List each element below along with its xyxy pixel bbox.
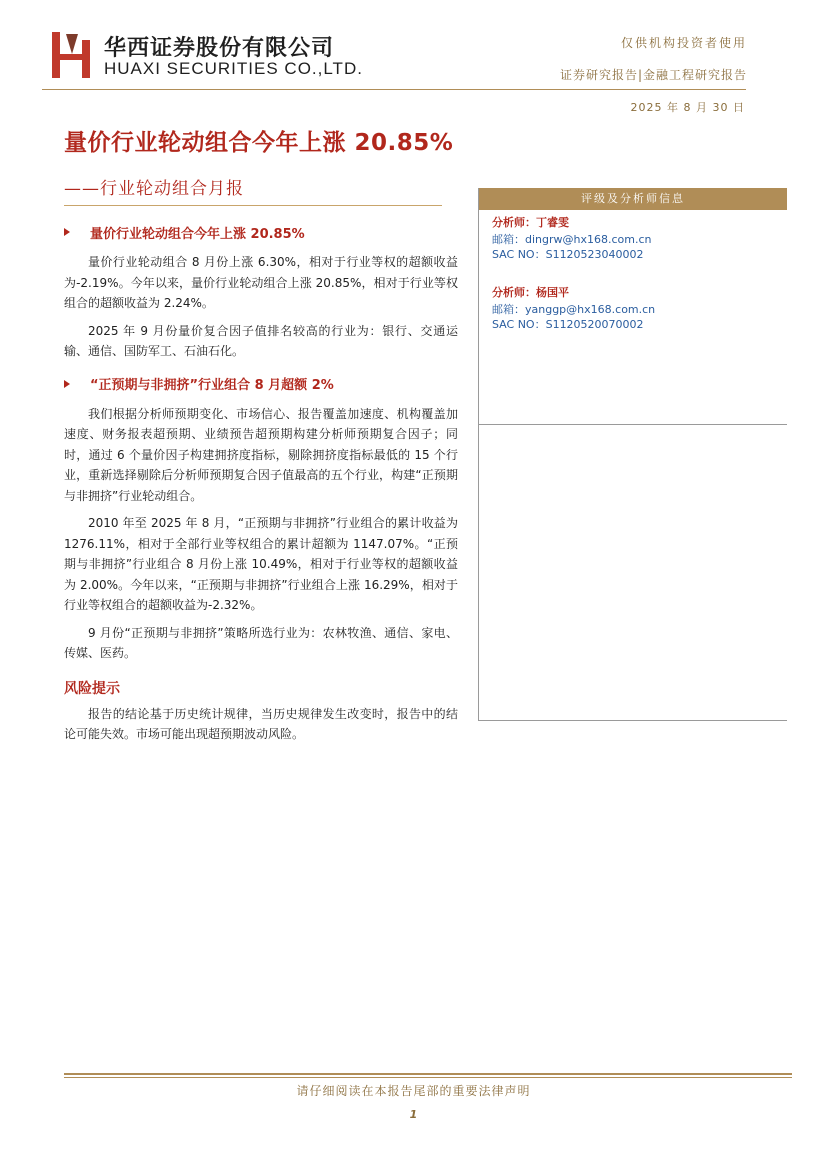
report-title: 量价行业轮动组合今年上涨 20.85% [64, 130, 454, 156]
company-name-cn: 华西证券股份有限公司 [104, 35, 335, 61]
company-logo-icon [52, 32, 94, 78]
section-heading-1 [64, 222, 458, 242]
legal-notice: 请仔细阅读在本报告尾部的重要法律声明 [296, 1084, 531, 1098]
company-name-en: HUAXI SECURITIES CO.,LTD. [104, 59, 363, 78]
analyst-sac: SAC NO：S1120523040002 [492, 248, 644, 261]
analyst-name: 分析师：丁睿雯 [492, 216, 569, 229]
paragraph: 2025 年 9 月份量价复合因子值排名较高的行业为：银行、交通运输、通信、国防军工、石油石化。 [64, 323, 458, 358]
footer-divider-thin [64, 1077, 792, 1078]
page-number: 1 [409, 1108, 418, 1121]
paragraph: 量价行业轮动组合 8 月份上涨 6.30%，相对于行业等权的超额收益为-2.19%。今年以来，量价行业轮动组合上涨 20.85%，相对于行业等权组合的超额收益为 2.24%。 [64, 255, 458, 310]
analyst-card [479, 284, 787, 332]
sidebar-title: 评级及分析师信息 [479, 188, 787, 210]
sidebar-bottom-border [479, 720, 787, 721]
analyst-name: 分析师：杨国平 [492, 286, 569, 299]
section-heading-text: 量价行业轮动组合今年上涨 20.85% [90, 226, 305, 242]
section-heading-text: “正预期与非拥挤”行业组合 8 月超额 2% [90, 378, 334, 393]
risk-text: 报告的结论基于历史统计规律，当历史规律发生改变时，报告中的结论可能失效。市场可能出现超预期波动风险。 [64, 706, 458, 741]
analyst-email[interactable]: 邮箱：dingrw@hx168.com.cn [492, 233, 652, 246]
report-subtitle: ——行业轮动组合月报 [64, 179, 244, 199]
analyst-email[interactable]: 邮箱：yanggp@hx168.com.cn [492, 303, 656, 316]
paragraph: 9 月份“正预期与非拥挤”策略所选行业为：农林牧渔、通信、家电、传媒、医药。 [64, 625, 458, 660]
audience-note: 仅供机构投资者使用 [620, 36, 747, 50]
sidebar-divider [479, 424, 787, 425]
triangle-bullet-icon [64, 228, 70, 236]
section-heading-2 [64, 374, 458, 394]
main-content [64, 222, 458, 752]
analyst-sac: SAC NO：S1120520070002 [492, 318, 644, 331]
header-divider [42, 89, 746, 90]
analyst-sidebar [478, 188, 787, 721]
analyst-card [479, 214, 787, 262]
triangle-bullet-icon [64, 380, 70, 388]
paragraph: 2010 年至 2025 年 8 月，“正预期与非拥挤”行业组合的累计收益为 1276.11%，相对于全部行业等权组合的累计超额为 1147.07%。“正预期与非拥挤”行业组合 8 月份上涨 10.49%，相对于行业等权的超额收益为 2.00%。今年以来，“正预期与非拥挤”行业组合上涨 16.29%，相对于行业等权组合的超额收益为-2.32%。 [64, 516, 458, 612]
subtitle-divider [64, 205, 442, 206]
report-date: 2025 年 8 月 30 日 [630, 101, 745, 114]
report-type: 证券研究报告|金融工程研究报告 [559, 68, 747, 82]
footer-divider [64, 1073, 792, 1075]
paragraph: 我们根据分析师预期变化、市场信心、报告覆盖加速度、机构覆盖加速度、财务报表超预期、业绩预告超预期构建分析师预期复合因子；同时，通过 6 个量价因子构建拥挤度指标，剔除拥挤度指标最低的 15 个行业，重新选择剔除后分析师预期复合因子值最高的五个行业，构建“正预期与非拥挤”行业轮动组合。 [64, 406, 458, 503]
risk-heading: 风险提示 [64, 680, 120, 697]
